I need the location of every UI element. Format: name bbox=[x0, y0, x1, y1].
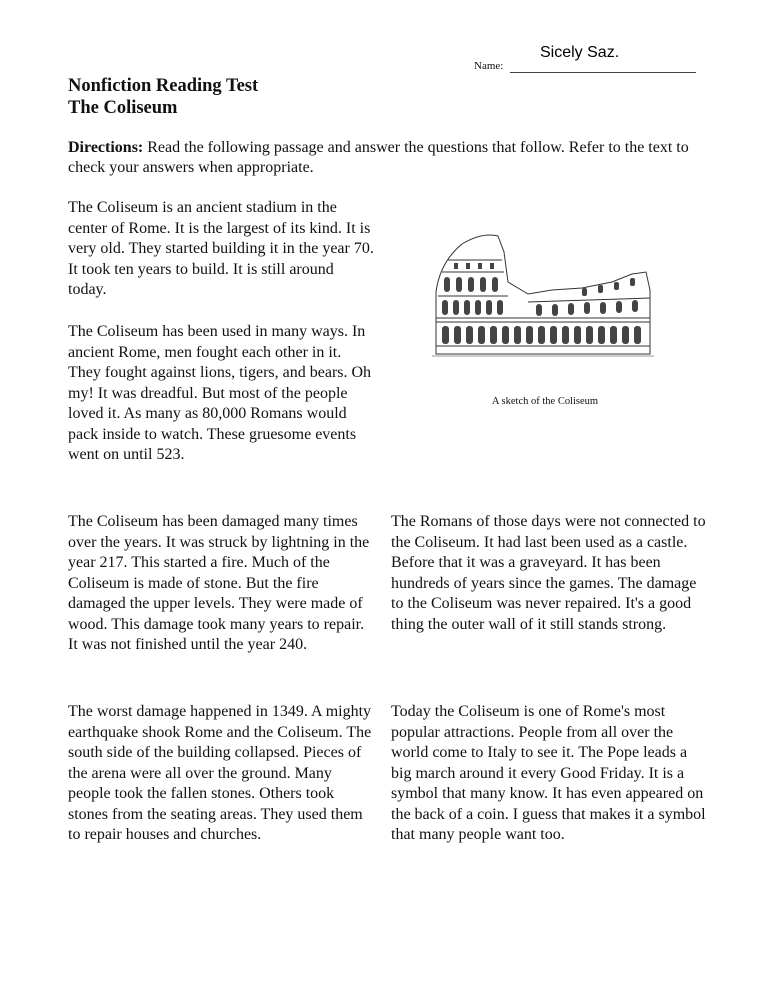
passage-paragraph-3: The Coliseum has been damaged many times over the years. It was struck by lightning in the year 217. This started a fire. Much of the Coliseum is made of stone. But the fire damaged the upper levels. They were made of wood. This damage took many years to repair. It was not finished until the year 240. bbox=[68, 513, 370, 653]
title-line-2: The Coliseum bbox=[68, 98, 178, 118]
title-line-1: Nonfiction Reading Test bbox=[68, 76, 259, 96]
passage-paragraph-5: The worst damage happened in 1349. A mighty earthquake shook Rome and the Coliseum. The south side of the building collapsed. Pieces of the arena were all over the ground. Many people took the fallen stones. Others took stones from the seating areas. They used them to repair houses and churches. bbox=[68, 703, 372, 843]
passage-paragraph-4: The Romans of those days were not connected to the Coliseum. It had last been used as a castle. Before that it was a graveyard. It has been hundreds of years since the games. The damage to the Coliseum was never repaired. It's a good thing the outer wall of it still stands strong. bbox=[391, 513, 706, 633]
name-field[interactable] bbox=[474, 44, 696, 74]
name-underline bbox=[510, 72, 696, 73]
coliseum-sketch-icon bbox=[432, 222, 657, 362]
directions-label: Directions: bbox=[68, 139, 144, 156]
directions bbox=[68, 138, 708, 178]
passage-paragraph-1: The Coliseum is an ancient stadium in the center of Rome. It is the largest of its kind. It is very old. They started building it in the year 70. It took ten years to build. It is still around today. bbox=[68, 199, 374, 298]
figure-caption: A sketch of the Coliseum bbox=[491, 396, 599, 407]
directions-text: Read the following passage and answer the questions that follow. Refer to the text to check your answers when appropriate. bbox=[68, 139, 689, 176]
passage-paragraph-2: The Coliseum has been used in many ways. In ancient Rome, men fought each other in it. They fought against lions, tigers, and bears. Oh my! It was dreadful. But most of the people loved it. As many as 80,000 Romans would pack inside to watch. These gruesome events went on until 523. bbox=[68, 323, 372, 463]
name-label: Name: bbox=[474, 60, 504, 72]
name-value[interactable]: Sicely Saz. bbox=[540, 44, 620, 61]
page-title bbox=[68, 75, 258, 119]
passage-paragraph-6: Today the Coliseum is one of Rome's most popular attractions. People from all over the world come to Italy to see it. The Pope leads a big march around it every Good Friday. It is a symbol that many know. It has even appeared on the back of a coin. I guess that makes it a symbol that many people want too. bbox=[391, 703, 706, 843]
